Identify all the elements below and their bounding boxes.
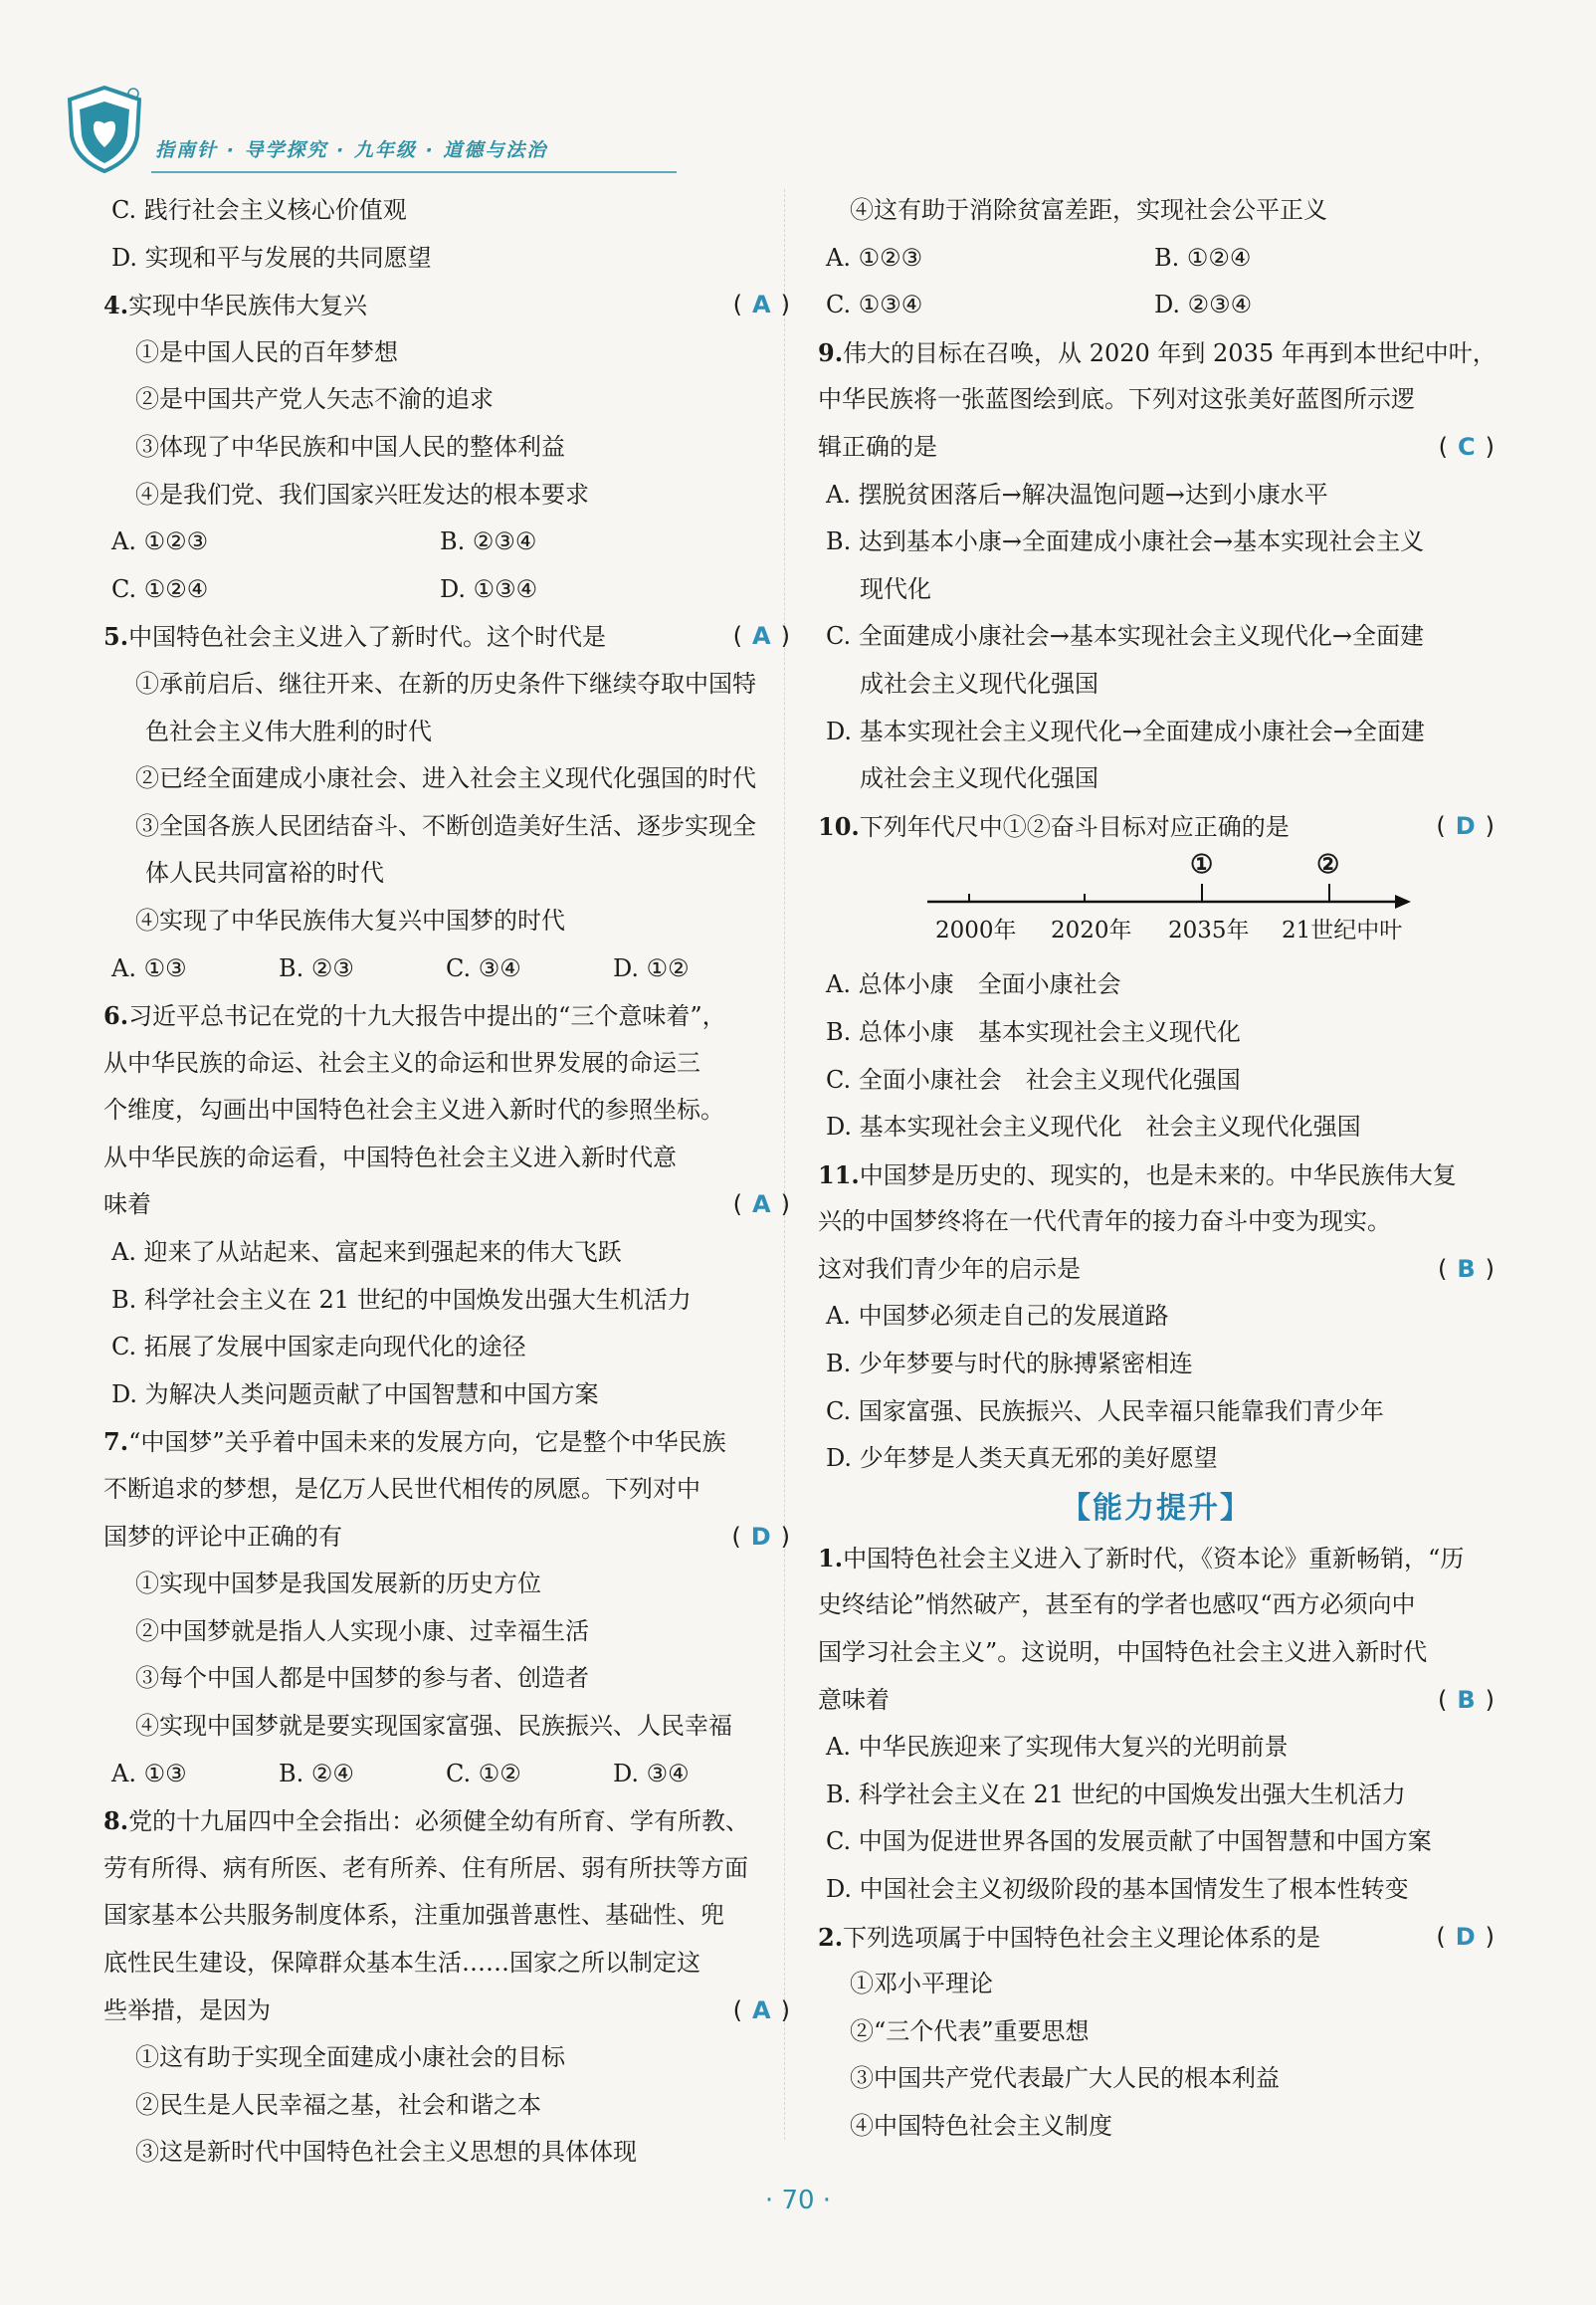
bracket-close: ) [1485, 1685, 1495, 1714]
question-text: 习近平总书记在党的十九大报告中提出的“三个意味着”， [128, 1002, 726, 1031]
line-text: 国梦的评论中正确的有 [103, 1522, 342, 1551]
line-text: ②是中国共产党人矢志不渝的追求 [135, 385, 494, 414]
option-choice: C. ①②④ [111, 574, 209, 603]
line-text: 成社会主义现代化强国 [860, 669, 1098, 698]
text-line [818, 2103, 1495, 2151]
text-line [818, 424, 1495, 472]
question-stem [103, 992, 790, 1040]
question-stem [103, 282, 790, 329]
answer-bracket [1436, 1914, 1495, 1962]
line-text: ②“三个代表”重要思想 [850, 2016, 1090, 2045]
question-number: 11. [818, 1159, 860, 1189]
text-line [818, 519, 1495, 566]
line-text: 这对我们青少年的启示是 [818, 1254, 1081, 1283]
line-text: 些举措，是因为 [103, 1995, 271, 2024]
text-line [103, 1277, 790, 1325]
text-line [818, 1772, 1495, 1819]
question-number: 10. [818, 811, 860, 841]
text-line [103, 1371, 790, 1419]
text-line [103, 1466, 790, 1514]
text-line [103, 755, 790, 803]
timeline-year-label: 2020年 [1051, 918, 1132, 944]
option-choice: D. ②③④ [1154, 291, 1253, 319]
answer-bracket [733, 1181, 790, 1229]
question-text: 下列选项属于中国特色社会主义理论体系的是 [843, 1923, 1321, 1952]
line-text: B. 科学社会主义在 21 世纪的中国焕发出强大生机活力 [826, 1780, 1406, 1808]
line-text: 从中华民族的命运、社会主义的命运和世界发展的命运三 [103, 1048, 700, 1077]
bracket-close: ) [780, 1522, 790, 1551]
answer-bracket [1436, 803, 1495, 851]
line-text: ①这有助于实现全面建成小康社会的目标 [135, 2043, 565, 2072]
line-text: C. 全面建成小康社会→基本实现社会主义现代化→全面建 [826, 622, 1424, 651]
line-text: 兴的中国梦终将在一代代青年的接力奋斗中变为现实。 [818, 1207, 1391, 1236]
text-line [103, 1655, 790, 1703]
answer-value: A [752, 291, 771, 319]
question-stem [818, 1152, 1495, 1199]
timeline-marker: ② [1316, 850, 1340, 881]
text-line [103, 187, 790, 235]
timeline-marker: ① [1190, 850, 1214, 881]
option-choice: A. ①③ [111, 1759, 187, 1787]
left-column [103, 187, 790, 2177]
right-column [818, 187, 1495, 2151]
line-text: ①实现中国梦是我国发展新的历史方位 [135, 1570, 541, 1598]
line-text: C. 践行社会主义核心价值观 [111, 196, 407, 224]
text-line [818, 1293, 1495, 1341]
text-line [818, 2055, 1495, 2103]
line-text: 色社会主义伟大胜利的时代 [145, 717, 432, 745]
option-row [103, 1751, 790, 1798]
option-choice: D. ①② [613, 953, 690, 982]
line-text: ③体现了中华民族和中国人民的整体利益 [135, 432, 565, 461]
option-choice: B. ①②④ [1154, 243, 1252, 272]
text-line [818, 1388, 1495, 1436]
text-line [103, 1087, 790, 1135]
text-line [818, 755, 1495, 803]
option-row [818, 282, 1495, 329]
bracket-open: ( [732, 622, 743, 651]
line-text: D. 基本实现社会主义现代化→全面建成小康社会→全面建 [826, 717, 1425, 745]
line-text: ①是中国人民的百年梦想 [135, 337, 398, 366]
line-text: ③中国共产党代表最广大人民的根本利益 [850, 2064, 1280, 2093]
header-rule [151, 171, 677, 173]
line-text: 辑正确的是 [818, 432, 937, 461]
shield-logo-icon [64, 84, 145, 173]
line-text: 从中华民族的命运看，中国特色社会主义进入新时代意 [103, 1143, 677, 1171]
text-line [103, 424, 790, 472]
text-line [103, 1988, 790, 2035]
text-line [103, 2034, 790, 2082]
question-text: 伟大的目标在召唤，从 2020 年到 2035 年再到本世纪中叶， [843, 338, 1496, 367]
bracket-open: ( [731, 1522, 741, 1551]
line-text: 个维度，勾画出中国特色社会主义进入新时代的参照坐标。 [103, 1096, 724, 1125]
text-line [818, 376, 1495, 424]
answer-value: B [1457, 1254, 1476, 1283]
line-text: C. 中国为促进世界各国的发展贡献了中国智慧和中国方案 [826, 1827, 1432, 1856]
option-choice: A. ①③ [111, 953, 187, 982]
text-line [818, 1246, 1495, 1294]
text-line [103, 1040, 790, 1088]
line-text: A. 总体小康 全面小康社会 [826, 970, 1121, 999]
text-line [103, 898, 790, 945]
timeline-axis [818, 850, 1495, 961]
question-text: 下列年代尺中①②奋斗目标对应正确的是 [859, 812, 1290, 841]
option-row [818, 235, 1495, 283]
text-line [818, 961, 1495, 1009]
text-line [818, 1104, 1495, 1152]
answer-bracket [733, 282, 790, 329]
answer-value: A [752, 1190, 771, 1219]
line-text: ②中国梦就是指人人实现小康、过幸福生活 [135, 1616, 589, 1645]
question-text: 中国梦是历史的、现实的，也是未来的。中华民族伟大复 [859, 1160, 1457, 1189]
text-line [103, 1892, 790, 1940]
text-line [818, 1198, 1495, 1246]
text-line [103, 661, 790, 709]
line-text: 意味着 [818, 1685, 890, 1714]
line-text: 成社会主义现代化强国 [860, 764, 1098, 793]
line-text: ②民生是人民幸福之基，社会和谐之本 [135, 2090, 541, 2119]
text-line [818, 566, 1495, 614]
bracket-close: ) [780, 1190, 790, 1219]
bracket-open: ( [1437, 1254, 1448, 1283]
text-line [103, 1514, 790, 1562]
line-text: 底性民生建设，保障群众基本生活……国家之所以制定这 [103, 1948, 700, 1977]
line-text: ④是我们党、我们国家兴旺发达的根本要求 [135, 480, 589, 509]
bracket-open: ( [1436, 811, 1446, 840]
line-text: ①邓小平理论 [850, 1970, 993, 1998]
option-choice: C. ③④ [446, 953, 521, 982]
line-text: D. 中国社会主义初级阶段的基本国情发生了根本性转变 [826, 1875, 1409, 1903]
option-choice: D. ③④ [613, 1759, 690, 1787]
text-line [103, 2082, 790, 2130]
text-line [103, 850, 790, 898]
bracket-open: ( [732, 1190, 743, 1219]
line-text: B. 达到基本小康→全面建成小康社会→基本实现社会主义 [826, 527, 1425, 556]
question-number: 9. [818, 337, 844, 367]
question-text: “中国梦”关乎着中国未来的发展方向，它是整个中华民族 [128, 1428, 726, 1457]
question-number: 2. [818, 1922, 844, 1952]
line-text: C. 国家富强、民族振兴、人民幸福只能靠我们青少年 [826, 1396, 1384, 1425]
answer-value: D [1455, 811, 1476, 840]
text-line [818, 1629, 1495, 1677]
question-stem [818, 1914, 1495, 1962]
question-stem [818, 329, 1495, 377]
line-text: ①承前启后、继往开来、在新的历史条件下继续夺取中国特 [135, 669, 756, 698]
bracket-close: ) [780, 291, 790, 319]
text-line [103, 472, 790, 520]
line-text: A. 中华民族迎来了实现伟大复兴的光明前景 [826, 1733, 1289, 1762]
option-choice: A. ①②③ [111, 527, 209, 556]
line-text: 史终结论”悄然破产，甚至有的学者也感叹“西方必须向中 [818, 1590, 1416, 1619]
text-line [818, 472, 1495, 520]
question-text: 党的十九届四中全会指出：必须健全幼有所育、学有所教、 [128, 1807, 750, 1836]
text-line [103, 1940, 790, 1988]
line-text: 味着 [103, 1190, 151, 1219]
answer-value: A [752, 622, 771, 651]
timeline-year-label: 2000年 [935, 918, 1017, 944]
line-text: D. 少年梦是人类天真无邪的美好愿望 [826, 1444, 1218, 1473]
bracket-close: ) [1485, 1254, 1495, 1283]
text-line [818, 1057, 1495, 1105]
text-line [818, 1341, 1495, 1388]
question-number: 5. [103, 622, 129, 652]
line-text: ④中国特色社会主义制度 [850, 2111, 1112, 2140]
text-line [818, 1581, 1495, 1629]
line-text: A. 中国梦必须走自己的发展道路 [826, 1302, 1169, 1331]
text-line [103, 2129, 790, 2177]
answer-bracket [1438, 1677, 1495, 1725]
line-text: D. 实现和平与发展的共同愿望 [111, 243, 432, 272]
timeline-year-label: 21世纪中叶 [1282, 918, 1403, 944]
line-text: ④实现中国梦就是要实现国家富强、民族振兴、人民幸福 [135, 1712, 732, 1740]
question-stem [818, 803, 1495, 851]
line-text: C. 拓展了发展中国家走向现代化的途径 [111, 1333, 526, 1362]
text-line [103, 803, 790, 851]
line-text: A. 迎来了从站起来、富起来到强起来的伟大飞跃 [111, 1238, 622, 1267]
option-choice: C. ①③④ [826, 291, 923, 319]
answer-value: A [752, 1995, 771, 2024]
bracket-open: ( [732, 1995, 743, 2024]
page-number: · 70 · [764, 2186, 832, 2215]
line-text: ④实现了中华民族伟大复兴中国梦的时代 [135, 906, 565, 935]
answer-bracket [1438, 1246, 1495, 1294]
answer-bracket [733, 613, 790, 661]
text-line [818, 1818, 1495, 1866]
text-line [818, 1677, 1495, 1725]
line-text: 国家基本公共服务制度体系，注重加强普惠性、基础性、兜 [103, 1901, 724, 1930]
line-text: ②已经全面建成小康社会、进入社会主义现代化强国的时代 [135, 764, 756, 793]
line-text: D. 为解决人类问题贡献了中国智慧和中国方案 [111, 1379, 599, 1408]
line-text: C. 全面小康社会 社会主义现代化强国 [826, 1065, 1241, 1094]
text-line [818, 1435, 1495, 1483]
answer-bracket [1439, 424, 1495, 472]
series-title: 指南针 · 导学探究 · 九年级 · 道德与法治 [155, 139, 548, 161]
text-line [818, 187, 1495, 235]
bracket-close: ) [780, 622, 790, 651]
bracket-close: ) [780, 1995, 790, 2024]
text-line [103, 329, 790, 377]
bracket-open: ( [1438, 432, 1448, 461]
option-row [103, 566, 790, 614]
timeline-ruler [818, 850, 1495, 961]
line-text: D. 基本实现社会主义现代化 社会主义现代化强国 [826, 1113, 1361, 1142]
line-text: ③这是新时代中国特色社会主义思想的具体体现 [135, 2138, 637, 2167]
bracket-open: ( [1437, 1685, 1448, 1714]
text-line [103, 1608, 790, 1656]
text-line [818, 709, 1495, 756]
page-header [56, 78, 623, 177]
answer-bracket [731, 1514, 790, 1562]
bracket-open: ( [732, 291, 743, 319]
option-choice: D. ①③④ [440, 574, 538, 603]
question-text: 实现中华民族伟大复兴 [128, 292, 368, 320]
line-text: B. 少年梦要与时代的脉搏紧密相连 [826, 1350, 1193, 1378]
option-choice: B. ②③④ [440, 527, 537, 556]
option-row [103, 519, 790, 566]
answer-value: D [750, 1522, 771, 1551]
line-text: B. 总体小康 基本实现社会主义现代化 [826, 1017, 1241, 1046]
option-choice: B. ②③ [279, 953, 354, 982]
text-line [103, 1181, 790, 1229]
bracket-close: ) [1485, 811, 1495, 840]
text-line [818, 1724, 1495, 1772]
option-choice: B. ②④ [279, 1759, 354, 1787]
section-title: 【能力提升】 [1061, 1490, 1252, 1526]
question-text: 中国特色社会主义进入了新时代，《资本论》重新畅销，“历 [843, 1544, 1465, 1572]
line-text: 现代化 [860, 574, 931, 603]
text-line [103, 1561, 790, 1608]
question-number: 8. [103, 1806, 129, 1836]
question-number: 4. [103, 291, 129, 320]
answer-bracket [733, 1988, 790, 2035]
line-text: ③每个中国人都是中国梦的参与者、创造者 [135, 1664, 589, 1693]
text-line [103, 1845, 790, 1893]
text-line [103, 376, 790, 424]
question-stem [818, 1535, 1495, 1582]
line-text: 不断追求的梦想，是亿万人民世代相传的夙愿。下列对中 [103, 1475, 700, 1504]
bracket-close: ) [1485, 432, 1495, 461]
question-text: 中国特色社会主义进入了新时代。这个时代是 [128, 623, 607, 652]
text-line [818, 1866, 1495, 1914]
question-stem [103, 613, 790, 661]
question-number: 7. [103, 1427, 129, 1457]
question-stem [103, 1418, 790, 1466]
text-line [103, 1135, 790, 1182]
line-text: A. 摆脱贫困落后→解决温饱问题→达到小康水平 [826, 480, 1328, 509]
text-line [103, 709, 790, 756]
text-line [818, 1961, 1495, 2008]
timeline-arrow-icon [1395, 895, 1411, 909]
text-line [103, 1229, 790, 1277]
option-row [103, 945, 790, 993]
question-number: 1. [818, 1543, 844, 1572]
answer-value: B [1457, 1685, 1476, 1714]
question-number: 6. [103, 1001, 129, 1031]
line-text: 中华民族将一张蓝图绘到底。下列对这张美好蓝图所示逻 [818, 385, 1415, 414]
bracket-close: ) [1485, 1922, 1495, 1951]
option-choice: C. ①② [446, 1759, 521, 1787]
line-text: 体人民共同富裕的时代 [145, 859, 384, 888]
timeline-year-label: 2035年 [1168, 918, 1250, 944]
text-line [818, 2008, 1495, 2056]
line-text: B. 科学社会主义在 21 世纪的中国焕发出强大生机活力 [111, 1285, 692, 1314]
text-line [103, 1324, 790, 1371]
option-choice: A. ①②③ [826, 243, 923, 272]
text-line [818, 613, 1495, 661]
answer-value: C [1458, 432, 1476, 461]
text-line [818, 1009, 1495, 1057]
line-text: ④这有助于消除贫富差距，实现社会公平正义 [850, 196, 1327, 224]
line-text: 劳有所得、病有所医、老有所养、住有所居、弱有所扶等方面 [103, 1853, 748, 1882]
bracket-open: ( [1436, 1922, 1446, 1951]
line-text: 国学习社会主义”。这说明，中国特色社会主义进入新时代 [818, 1638, 1428, 1667]
text-line [103, 1703, 790, 1751]
line-text: ③全国各族人民团结奋斗、不断创造美好生活、逐步实现全 [135, 811, 756, 840]
text-line [818, 661, 1495, 709]
answer-value: D [1455, 1922, 1476, 1951]
question-stem [103, 1797, 790, 1845]
text-line [103, 235, 790, 283]
